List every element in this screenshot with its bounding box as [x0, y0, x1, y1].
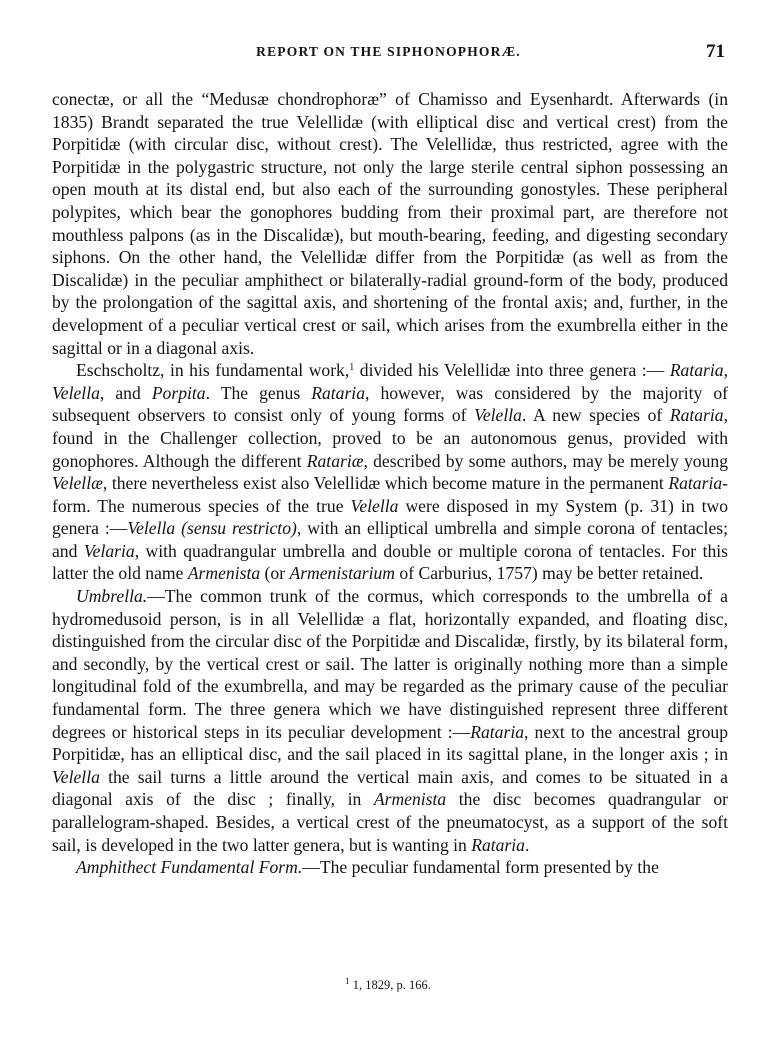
- text-run: .: [524, 834, 530, 855]
- text-run: , described by some authors, may be merely young: [363, 450, 728, 471]
- footnote: [0, 976, 776, 993]
- text-run: , there nevertheless exist also Velellidæ which become mature in the permanent: [102, 473, 669, 494]
- genus-name: Porpita: [151, 382, 206, 403]
- genus-name: Velella (sensu restricto): [127, 518, 297, 539]
- text-run: the sail turns a little around the vertical main axis, and comes to be situated in a diagonal axis of the disc ; finally, in: [52, 766, 728, 810]
- text-run: —The peculiar fundamental form presented by the: [302, 857, 659, 878]
- text-run: , with an elliptical umbrella and simple corona of tentacles; and: [52, 518, 728, 561]
- text-run: , found in the Challenger collection, proved to be an autonomous genus, provided with gonophores. Although the different: [52, 405, 728, 471]
- genus-name: Velaria: [83, 540, 135, 561]
- paragraph-1: conectæ, or all the “Medusæ chondrophoræ” of Chamisso and Eysenhardt. Afterwards (in 1835) Brandt separated the true Velellidæ (with elliptical disc and vertical crest) from the Porpitidæ (with circular disc, without crest). The Velellidæ, thus restricted, agree with the Porpitidæ in the polygastric structure, not only the large sterile central siphon possessing an open mouth at its distal end, but also each of the surrounding gonostyles. These peripheral polypites, which bear the gonophores budding from their proximal part, are therefore not mouthless palpons (as in the Discalidæ), but mouth-bearing, feeding, and digesting secondary siphons. On the other hand, the Velellidæ differ from the Porpitidæ (as well as from the Discalidæ) in the peculiar amphithect or bilaterally-radial ground-form of the body, produced by the prolongation of the sagittal axis, and shortening of the frontal axis; and, further, in the development of a peculiar vertical crest or sail, which arises from the exumbrella either in the sagittal or in a diagonal axis.: [52, 89, 728, 358]
- genus-name: Rataria: [311, 382, 365, 403]
- genus-name: Armenista: [373, 789, 447, 810]
- section-lead: Amphithect Fundamental Form.: [76, 857, 303, 878]
- genus-name: Velella: [474, 405, 522, 426]
- footnote-reference: 1: [349, 362, 355, 374]
- paragraph-2: [52, 359, 728, 585]
- text-run: Eschscholtz, in his fundamental work,: [76, 360, 350, 381]
- paragraph-4: [52, 856, 728, 879]
- text-run: -form. The numerous species of the true: [52, 473, 728, 516]
- genus-name: Rataria: [668, 473, 723, 494]
- genus-name: Velella: [52, 766, 100, 787]
- genus-name: Rataria: [669, 360, 724, 381]
- text-run: were disposed in my System (p. 31) in two genera :—: [52, 495, 728, 539]
- text-run: (or: [260, 563, 290, 584]
- paragraph-3: [52, 585, 728, 856]
- text-run: —The common trunk of the cormus, which corresponds to the umbrella of a hydromedusoid person, is in all Velellidæ a flat, horizontally expanded, and floating disc, distinguished from the circular disc of the Porpitidæ and Discalidæ, firstly, by its bilateral form, and secondly, by the vertical crest or sail. The latter is originally nothing more than a simple longitudinal fold of the exumbrella, and may be regarded as the primary cause of the peculiar fundamental form. The three genera which we have distinguished represent three different degrees or historical steps in its peculiar development :—: [52, 586, 728, 742]
- genus-name: Ratariæ: [306, 450, 364, 471]
- text-run: , however, was considered by the majority of subsequent observers to consist only of young forms of: [52, 382, 728, 426]
- genus-name: Rataria: [669, 405, 724, 426]
- footnote-marker: 1: [345, 976, 350, 986]
- genus-name: Velella: [52, 382, 100, 403]
- section-lead: Umbrella.: [76, 586, 148, 607]
- genus-name: Rataria: [471, 834, 525, 855]
- footnote-text: 1, 1829, p. 166.: [349, 978, 431, 993]
- genus-name: Velellæ: [52, 473, 103, 494]
- text-run: . The genus: [205, 382, 312, 403]
- text-run: the disc becomes quadrangular or parallelogram-shaped. Besides, a vertical crest of the pneumatocyst, as a support of the soft sail, is developed in the two latter genera, but is wanting in: [52, 789, 728, 855]
- text-run: . A new species of: [521, 405, 670, 426]
- page-number: 71: [706, 41, 725, 62]
- genus-name: Velella: [350, 495, 399, 516]
- genus-name: Rataria: [470, 721, 525, 742]
- genus-name: Armenistarium: [289, 563, 396, 584]
- running-title: REPORT ON THE SIPHONOPHORÆ.: [256, 44, 521, 59]
- text-run: , and: [99, 382, 152, 403]
- text-run: of Carburius, 1757) may be better retained.: [395, 563, 704, 584]
- text-run: divided his Velellidæ into three genera :—: [354, 360, 665, 381]
- text-run: , next to the ancestral group Porpitidæ, has an elliptical disc, and the sail placed in its sagittal plane, in the longer axis ; in: [52, 721, 729, 765]
- genus-name: Armenista: [187, 563, 261, 584]
- text-run: , with quadrangular umbrella and double or multiple corona of tentacles. For this latter the old name: [52, 540, 728, 584]
- text-run: ,: [723, 360, 728, 381]
- running-head: [52, 41, 725, 66]
- body-text: [52, 88, 728, 879]
